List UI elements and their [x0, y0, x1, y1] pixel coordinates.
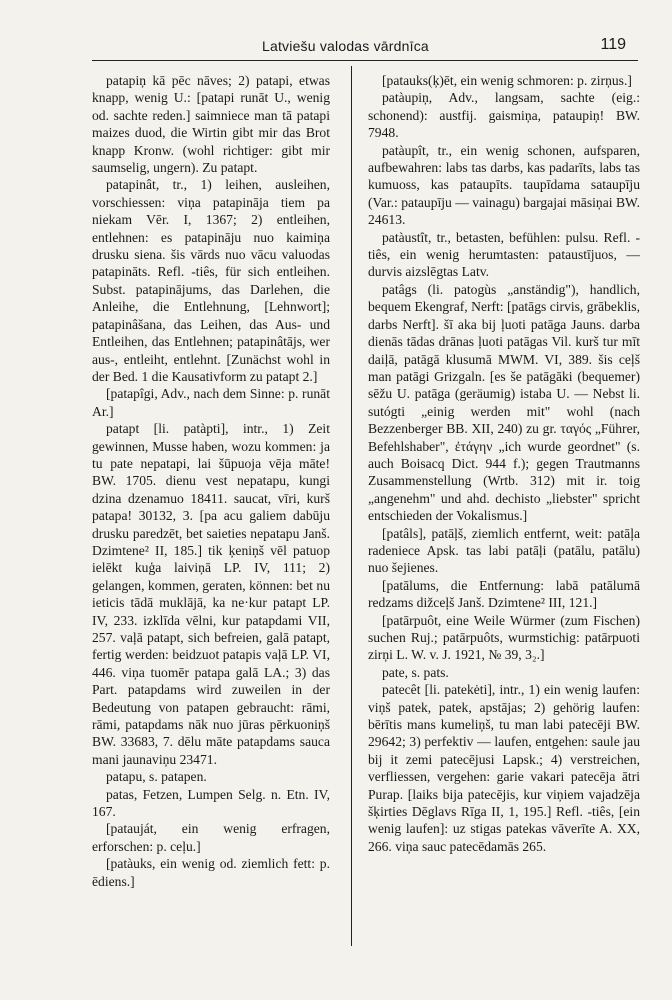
dictionary-entry: patapiņ kā pēc nāves; 2) patapi, etwas knapp, wenig U.: [patapi runāt U., wenig od. sachte reden.] saimniece man tā patapi maizes duod, die Wirtin gibt mir das Brot knapp Kronw. (wohl richtiger: gibt mir saumselig, ungern). Zu patapt. [92, 73, 330, 176]
dictionary-entry: patàustît, tr., betasten, befühlen: pulsu. Refl. -tiês, ein wenig herumtasten: pataustījuos, — durvis aizslēgtas Latv. [368, 229, 640, 280]
dictionary-entry: patapinât, tr., 1) leihen, ausleihen, vorschiessen: viņa patapināja tiem pa niekam Vēr. I, 1367; 2) entleihen, entlehnen: es patapināju nuo kaimiņa drusku siena. šis vārds nuo vācu valuodas patapināts. Refl. -tiês, für sich entleihen. Subst. patapinājums, das Darlehen, die Anleihe, die Entlehnung, [Lehnwort]; patapinâšana, das Leihen, das Aus- und Entleihen, das Entlehnen; patapinâtājs, wer aus-, entleiht, entlehnt. [Zunächst wohl in der Bed. 1 die Kausativform zu patapt 2.] [92, 177, 330, 384]
dictionary-entry: patas, Fetzen, Lumpen Selg. n. Etn. IV, 167. [92, 786, 330, 820]
dictionary-entry: patàupît, tr., ein wenig schonen, aufsparen, aufbewahren: labs tas darbs, kas padarīts, labs tas kumuoss, kas pataupīts. taupīdama sataupīju (Var.: pataupīju — vainagu) bargajai māsiņai BW. 24613. [368, 142, 640, 228]
dictionary-entry: [patālums, die Entfernung: labā patālumā redzams dižceļš Janš. Dzimtene² III, 121.] [368, 577, 640, 611]
dictionary-entry: [patàuks, ein wenig od. ziemlich fett: p. ēdiens.] [92, 856, 330, 889]
dictionary-entry: [patauját, ein wenig erfragen, erforschen: p. ceļu.] [92, 821, 330, 854]
right-column [368, 72, 640, 855]
dictionary-entry: patapu, s. patapen. [106, 769, 207, 785]
dictionary-entry: [patapîgi, Adv., nach dem Sinne: p. runāt Ar.] [92, 386, 330, 419]
page-header [92, 34, 638, 61]
left-column [92, 72, 330, 890]
page-number: 119 [600, 36, 626, 53]
column-divider [351, 66, 352, 946]
dictionary-entry: pate, s. pats. [382, 664, 449, 680]
dictionary-entry: [patārpuôt, eine Weile Würmer (zum Fischen) suchen Ruj.; patārpuôts, wurmstichig: patārpuoti zirņi L. W. v. J. 1921, № 39, 3₂.] [368, 612, 640, 663]
dictionary-entry: patecêt [li. patekėti], intr., 1) ein wenig laufen: viņš patek, patek, apstājas; 2) gehörig laufen: bērītis mans kumeliņš, tu man labi patecēji BW. 29642; 3) perfektiv — laufen, entgehen: saule jau bij it zemi patecējusi Lapsk.; 4) verstreichen, verfliessen, vergehen: garie vakari patecēja ātri Purap. [laiks bija patecējis, kur viņiem vajadzēja šķirties Dēglavs Rīga II, 1, 195.] Refl. -tiês, [ein wenig laufen]: uz stigas patekas vāverīte A. XX, 266. viņa sauc patecēdamās 265. [368, 682, 640, 854]
dictionary-entry: [patauks(ķ)ēt, ein wenig schmoren: p. zirņus.] [382, 73, 632, 88]
dictionary-entry: patàupiņ, Adv., langsam, sachte (eig.: schonend): austfij. gaismiņa, pataupiņ! BW. 7948. [368, 90, 640, 141]
dictionary-entry: [patâls], patāļš, ziemlich entfernt, weit: patāļa radeniece Apsk. tas labi patāļi (patālu, patālu) nuo šejienes. [368, 525, 640, 576]
dictionary-entry: patâgs (li. patogùs „anständig"), handlich, bequem Ekengraf, Nerft: [patāgs cirvis, grābeklis, darbs Nerft]. šī aka bij ļuoti patāga Jauns. darba dienās tādas drānas ļuoti patāgas Vil. kurš tur mīt daiļā, patāgā klusumā MWM. VI, 389. šis ceļš man patāgi Grizgaln. [es še patāgāki (bequemer) sēžu U. patāga (geräumig) istaba U. — Nebst li. sutógti „einig werden mit" wohl (nach Bezzenberger BB. XII, 240) zu gr. ταγός „Führer, Befehlshaber", ἐτάγην „ich wurde geordnet" (s. auch Boisacq Dict. 944 f.); gegen Trautmanns Zusammenstellung (Wrtb. 312) mit ir. toig „angenehm" und ahd. dechisto „liebster" spricht entschieden der Vokalismus.] [368, 281, 640, 524]
dictionary-entry: patapt [li. patàpti], intr., 1) Zeit gewinnen, Musse haben, wozu kommen: ja tu pate nepatapi, lai šūpuoja vēja māte! BW. 1705. dienu vest nepatapu, kungi dzina dzenamuo 18411. saucat, vīri, kurš patapa! 30132, 3. [pa acu galiem dabūju drusku paredzēt, bet saieties nepatapu Janš. Dzimtene² II, 185.] tik ķeniņš vēl patuop ielēkt kuģa laiviņā LP. IV, 111; 2) gelangen, kommen, geraten, können: bet nu ieticis tādā muklājā, ka ne·kur patapt LP. IV, 233. izklīda vēlni, kur patapdami VII, 257. vaļā patapt, sich befreien, galā patapt, fertig werden: beidzuot patapis vaļā LP. VI, 446. viņa tuomēr patapa galā LA.; 3) das Part. patapdams wird zuweilen in der Bedeutung von patapen gebraucht: rāmi, rāmi, patapdams nāk nuo jūras pērkuoniņš BW. 33683, 7. dēlu māte patapdams sauca mani jaunaviņu 23471. [92, 421, 330, 767]
running-title: Latviešu valodas vārdnīca [262, 38, 429, 54]
